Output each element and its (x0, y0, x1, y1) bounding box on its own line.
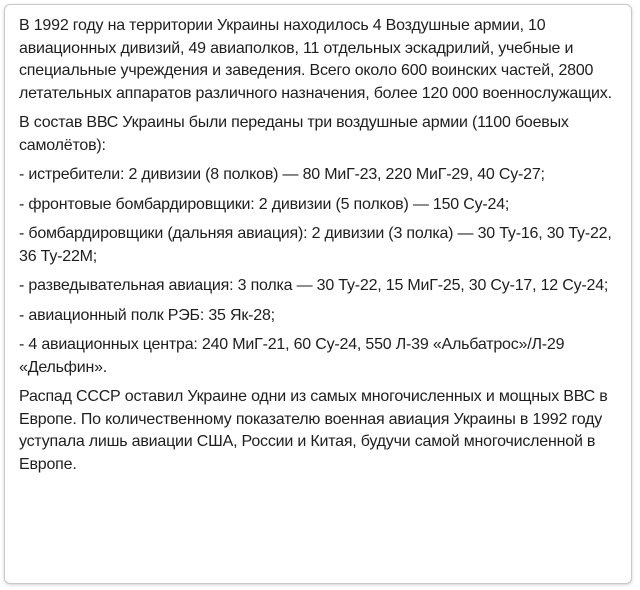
list-item-long-range-bombers: - бомбардировщики (дальняя авиация): 2 дивизии (3 полка) — 30 Ту-16, 30 Ту-22, 36 Ту-22М; (19, 225, 612, 265)
intro-paragraph: В 1992 году на территории Украины находилось 4 Воздушные армии, 10 авиационных дивизий, 49 авиаполков, 11 отдельных эскадрилий, учебные и специальные учреждения и заведения. Всего около 600 воинских частей, 2800 летательных аппаратов различного назначения, более 120 000 военнослужащих. (19, 17, 612, 102)
conclusion-paragraph: Распад СССР оставил Украине одни из самых многочисленных и мощных ВВС в Европе. По количественному показателю военная авиация Украины в 1992 году уступала лишь авиации США, России и Китая, будучи самой многочисленной в Европе. (19, 388, 608, 473)
list-item-fighters: - истребители: 2 дивизии (8 полков) — 80 МиГ-23, 220 МиГ-29, 40 Су-27; (19, 166, 545, 183)
list-item-ew-regiment: - авиационный полк РЭБ: 35 Як-28; (19, 306, 275, 324)
list-item-frontline-bombers: - фронтовые бомбардировщики: 2 дивизии (5 полков) — 150 Су-24; (19, 195, 510, 213)
transfer-paragraph: В состав ВВС Украины были переданы три воздушные армии (1100 боевых самолётов): (19, 114, 569, 154)
text-card (4, 4, 632, 584)
article-text (19, 15, 619, 483)
list-item-aviation-centers: - 4 авиационных центра: 240 МиГ-21, 60 Су-24, 550 Л-39 «Альбатрос»/Л-29 «Дельфин». (19, 336, 565, 376)
list-item-reconnaissance: - разведывательная авиация: 3 полка — 30 Ту-22, 15 МиГ-25, 30 Су-17, 12 Су-24; (19, 277, 609, 294)
